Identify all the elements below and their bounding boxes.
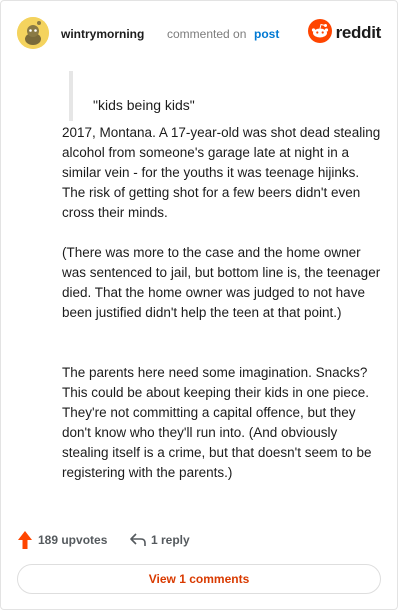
- upvote-count: 189 upvotes: [38, 533, 108, 547]
- reddit-logo-icon: [308, 19, 332, 48]
- comment-actions: [17, 530, 377, 552]
- comment-paragraph-3: The parents here need some imagination. Snacks? This could be about keeping their kids in one piece. They're not committing a capital offence, but they don't know who they'll run into. (And obviously stealing itself is a crime, but that doesn't seem to be registering with the parents.): [62, 365, 372, 480]
- username[interactable]: wintrymorning: [61, 27, 145, 41]
- reply-arrow-icon[interactable]: [129, 532, 147, 553]
- post-link[interactable]: post: [254, 27, 280, 41]
- comment-header: [17, 17, 381, 51]
- reply-count[interactable]: 1 reply: [151, 533, 190, 547]
- blockquote: [69, 71, 373, 121]
- comment-paragraph-2: (There was more to the case and the home owner was sentenced to jail, but bottom line is, the teenager died. That the home owner was judged to not have been justified didn't help the teen at that point.): [62, 245, 381, 320]
- snoo-avatar-icon[interactable]: [17, 17, 49, 49]
- reddit-brand[interactable]: [308, 19, 381, 47]
- reddit-wordmark: reddit: [335, 23, 381, 42]
- view-comments-label: View 1 comments: [148, 572, 250, 586]
- commented-on-text: commented on: [167, 27, 247, 41]
- upvote-arrow-icon[interactable]: [17, 530, 33, 555]
- comment-paragraph-1: 2017, Montana. A 17-year-old was shot dead stealing alcohol from someone's garage late at night in a similar vein - for the youths it was teenage hijinks. The risk of getting shot for a few beers didn't even cross their minds.: [62, 125, 381, 220]
- quote-text: "kids being kids": [93, 97, 195, 113]
- view-comments-button[interactable]: [17, 564, 381, 594]
